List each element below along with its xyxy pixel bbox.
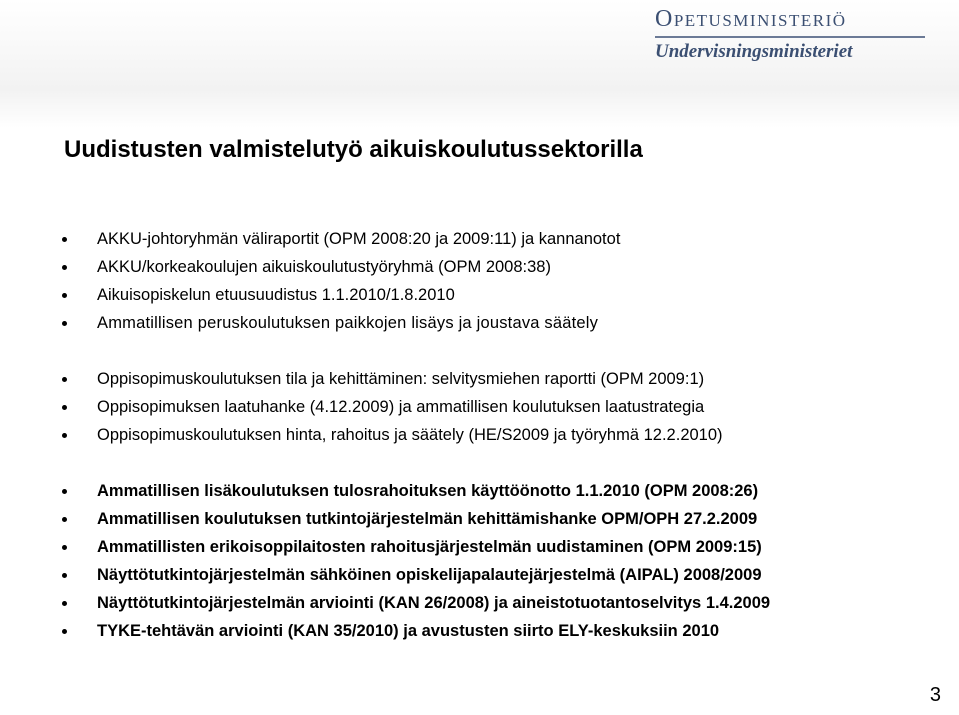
- bullet-text: Ammatillisen lisäkoulutuksen tulosrahoituksen käyttöönotto 1.1.2010 (OPM 2008:26): [97, 482, 759, 500]
- bullet-dot-icon: [62, 601, 67, 606]
- bullet-text: Oppisopimuskoulutuksen hinta, rahoitus ja säätely (HE/S2009 ja työryhmä 12.2.2010): [97, 426, 723, 444]
- bullet-text: AKKU-johtoryhmän väliraportit (OPM 2008:20 ja 2009:11) ja kannanotot: [97, 230, 621, 248]
- bullet-item: [97, 593, 770, 613]
- bullet-item: [97, 621, 719, 641]
- bullet-text: Ammatillisen koulutuksen tutkintojärjestelmän kehittämishanke OPM/OPH 27.2.2009: [97, 510, 758, 528]
- bullet-dot-icon: [62, 237, 67, 242]
- bullet-text: Aikuisopiskelun etuusuudistus 1.1.2010/1.8.2010: [97, 286, 455, 304]
- bullet-item: [97, 229, 620, 249]
- bullet-dot-icon: [62, 265, 67, 270]
- bullet-dot-icon: [62, 433, 67, 438]
- bullet-text: Oppisopimuksen laatuhanke (4.12.2009) ja ammatillisen koulutuksen laatustrategia: [97, 398, 705, 416]
- bullet-text: Ammatillisten erikoisoppilaitosten rahoitusjärjestelmän uudistaminen (OPM 2009:15): [97, 538, 762, 556]
- bullet-item: [97, 565, 762, 585]
- bullet-dot-icon: [62, 293, 67, 298]
- bullet-dot-icon: [62, 321, 67, 326]
- bullet-item: [97, 369, 704, 389]
- bullet-dot-icon: [62, 545, 67, 550]
- logo-main-text: Opetusministeriö: [655, 6, 847, 32]
- bullet-item: [97, 397, 704, 417]
- bullet-text: Oppisopimuskoulutuksen tila ja kehittäminen: selvitysmiehen raportti (OPM 2009:1): [97, 370, 705, 388]
- logo-sub-text: Undervisningsministeriet: [655, 40, 853, 62]
- bullet-item: [97, 313, 598, 333]
- bullet-text: Ammatillisen peruskoulutuksen paikkojen lisäys ja joustava säätely: [97, 314, 599, 332]
- bullet-dot-icon: [62, 629, 67, 634]
- bullet-item: [97, 537, 762, 557]
- bullet-dot-icon: [62, 377, 67, 382]
- bullet-dot-icon: [62, 517, 67, 522]
- bullet-text: AKKU/korkeakoulujen aikuiskoulutustyöryhmä (OPM 2008:38): [97, 258, 551, 276]
- bullet-dot-icon: [62, 573, 67, 578]
- bullet-item: [97, 425, 723, 445]
- slide-title: Uudistusten valmistelutyö aikuiskoulutussektorilla: [64, 136, 643, 163]
- bullet-dot-icon: [62, 405, 67, 410]
- bullet-item: [97, 285, 455, 305]
- bullet-item: [97, 509, 757, 529]
- bullet-text: Näyttötutkintojärjestelmän sähköinen opiskelijapalautejärjestelmä (AIPAL) 2008/2009: [97, 566, 762, 584]
- page-number: 3: [929, 684, 941, 706]
- bullet-text: Näyttötutkintojärjestelmän arviointi (KAN 26/2008) ja aineistotuotantoselvitys 1.4.2009: [97, 594, 771, 612]
- bullet-text: TYKE-tehtävän arviointi (KAN 35/2010) ja avustusten siirto ELY-keskuksiin 2010: [97, 622, 720, 640]
- bullet-item: [97, 257, 551, 277]
- bullet-dot-icon: [62, 489, 67, 494]
- bullet-item: [97, 481, 758, 501]
